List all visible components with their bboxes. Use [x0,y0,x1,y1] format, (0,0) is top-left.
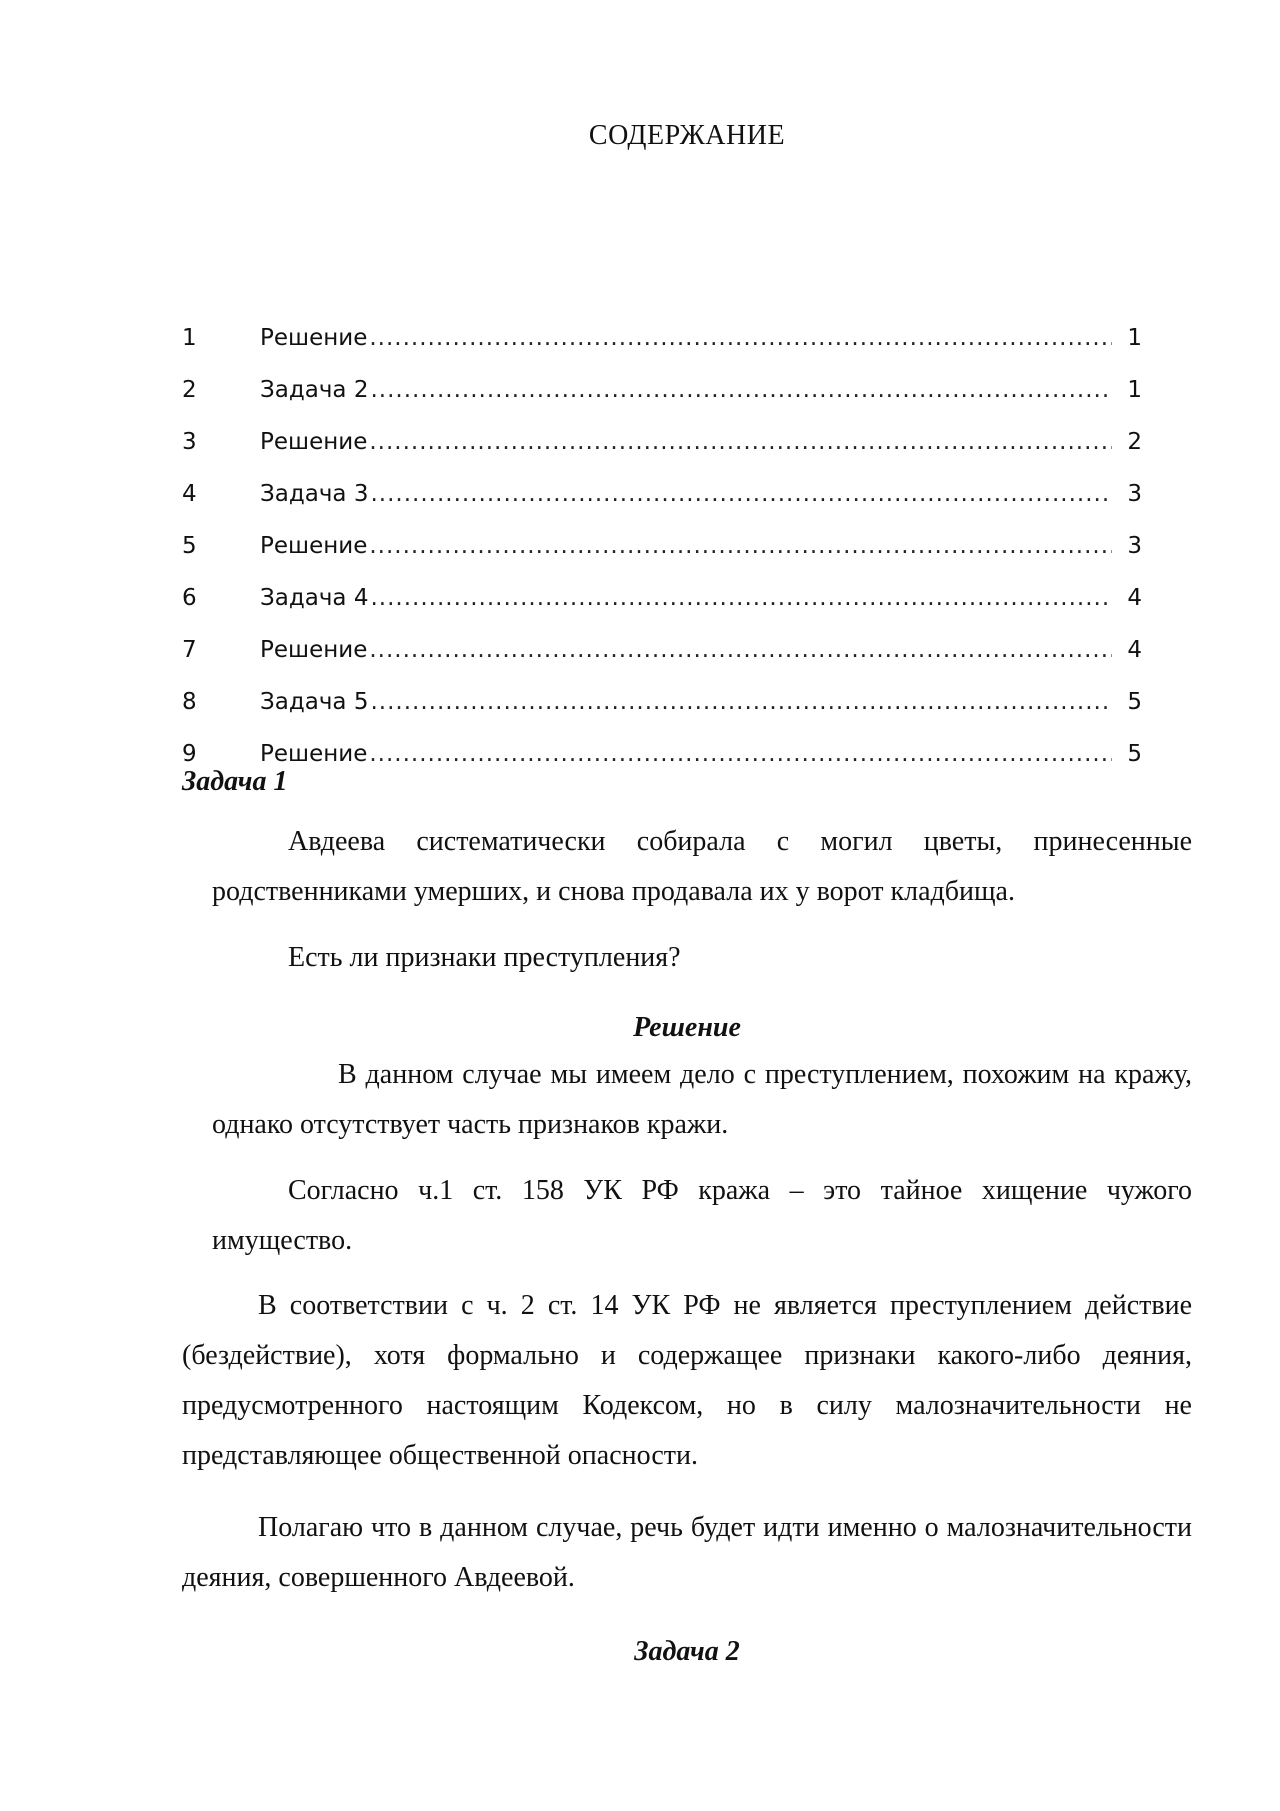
toc-entry-number: 4 [182,481,197,507]
toc-entry-page: 1 [1127,377,1142,403]
toc-entry-label: Решение [260,429,368,455]
toc-entry-label: Решение [260,325,368,351]
toc-entry-label: Решение [260,533,368,559]
toc-entry-number: 3 [182,429,197,455]
toc-entry[interactable] [182,572,1142,624]
toc-entry[interactable] [182,468,1142,520]
toc-entry-number: 7 [182,637,197,663]
toc-dot-leader [369,325,1112,351]
toc-entry-page: 4 [1127,637,1142,663]
toc-entry[interactable] [182,676,1142,728]
toc-entry[interactable] [182,416,1142,468]
toc-entry-label: Задача 3 [260,481,369,507]
toc-dot-leader [370,689,1112,715]
task-1-heading: Задача 1 [182,766,288,797]
toc-entry-page: 1 [1127,325,1142,351]
solution-1-paragraph-1: В данном случае мы имеем дело с преступлением, похожим на кражу, однако отсутствует часть признаков кражи. [212,1059,1192,1140]
toc-entry-label: Задача 4 [260,585,369,611]
toc-entry-page: 5 [1127,741,1142,767]
toc-entry-page: 3 [1127,533,1142,559]
toc-entry-page: 4 [1127,585,1142,611]
toc-entry-number: 9 [182,741,197,767]
toc-entry-page: 5 [1127,689,1142,715]
toc-dot-leader [370,377,1112,403]
toc-dot-leader [369,429,1112,455]
solution-1-paragraph-3: В соответствии с ч. 2 ст. 14 УК РФ не является преступлением действие (бездействие), хотя формально и содержащее признаки какого-либо деяния, предусмотренного настоящим Кодексом, но в силу малозначительности не представляющее общественной опасности. [182,1290,1192,1471]
toc-dot-leader [369,533,1112,559]
toc-entry-number: 1 [182,325,197,351]
toc-entry[interactable] [182,364,1142,416]
toc-dot-leader [369,637,1112,663]
toc-entry-label: Задача 2 [260,377,369,403]
toc-entry-number: 6 [182,585,197,611]
toc-entry-label: Решение [260,637,368,663]
toc-entry-page: 2 [1127,429,1142,455]
toc-title: СОДЕРЖАНИЕ [588,120,786,151]
solution-1-paragraph-4: Полагаю что в данном случае, речь будет идти именно о малозначительности деяния, совершенного Авдеевой. [182,1512,1192,1593]
toc-entry-number: 2 [182,377,197,403]
toc-entry[interactable] [182,728,1142,780]
toc-dot-leader [369,741,1112,767]
toc-entry-number: 8 [182,689,197,715]
toc-dot-leader [370,481,1112,507]
solution-1-paragraph-2: Согласно ч.1 ст. 158 УК РФ кража – это тайное хищение чужого имущество. [212,1175,1192,1256]
toc-entry-label: Задача 5 [260,689,369,715]
toc-entry[interactable] [182,520,1142,572]
toc-entry[interactable] [182,624,1142,676]
task-2-heading: Задача 2 [634,1636,740,1667]
toc-entry[interactable] [182,312,1142,364]
table-of-contents [182,312,1142,780]
toc-entry-number: 5 [182,533,197,559]
toc-dot-leader [370,585,1112,611]
task-1-question: Есть ли признаки преступления? [288,942,681,973]
toc-entry-label: Решение [260,741,368,767]
toc-entry-page: 3 [1127,481,1142,507]
solution-1-heading: Решение [633,1012,741,1043]
task-1-text: Авдеева систематически собирала с могил цветы, принесенные родственниками умерших, и снова продавала их у ворот кладбища. [212,826,1192,907]
